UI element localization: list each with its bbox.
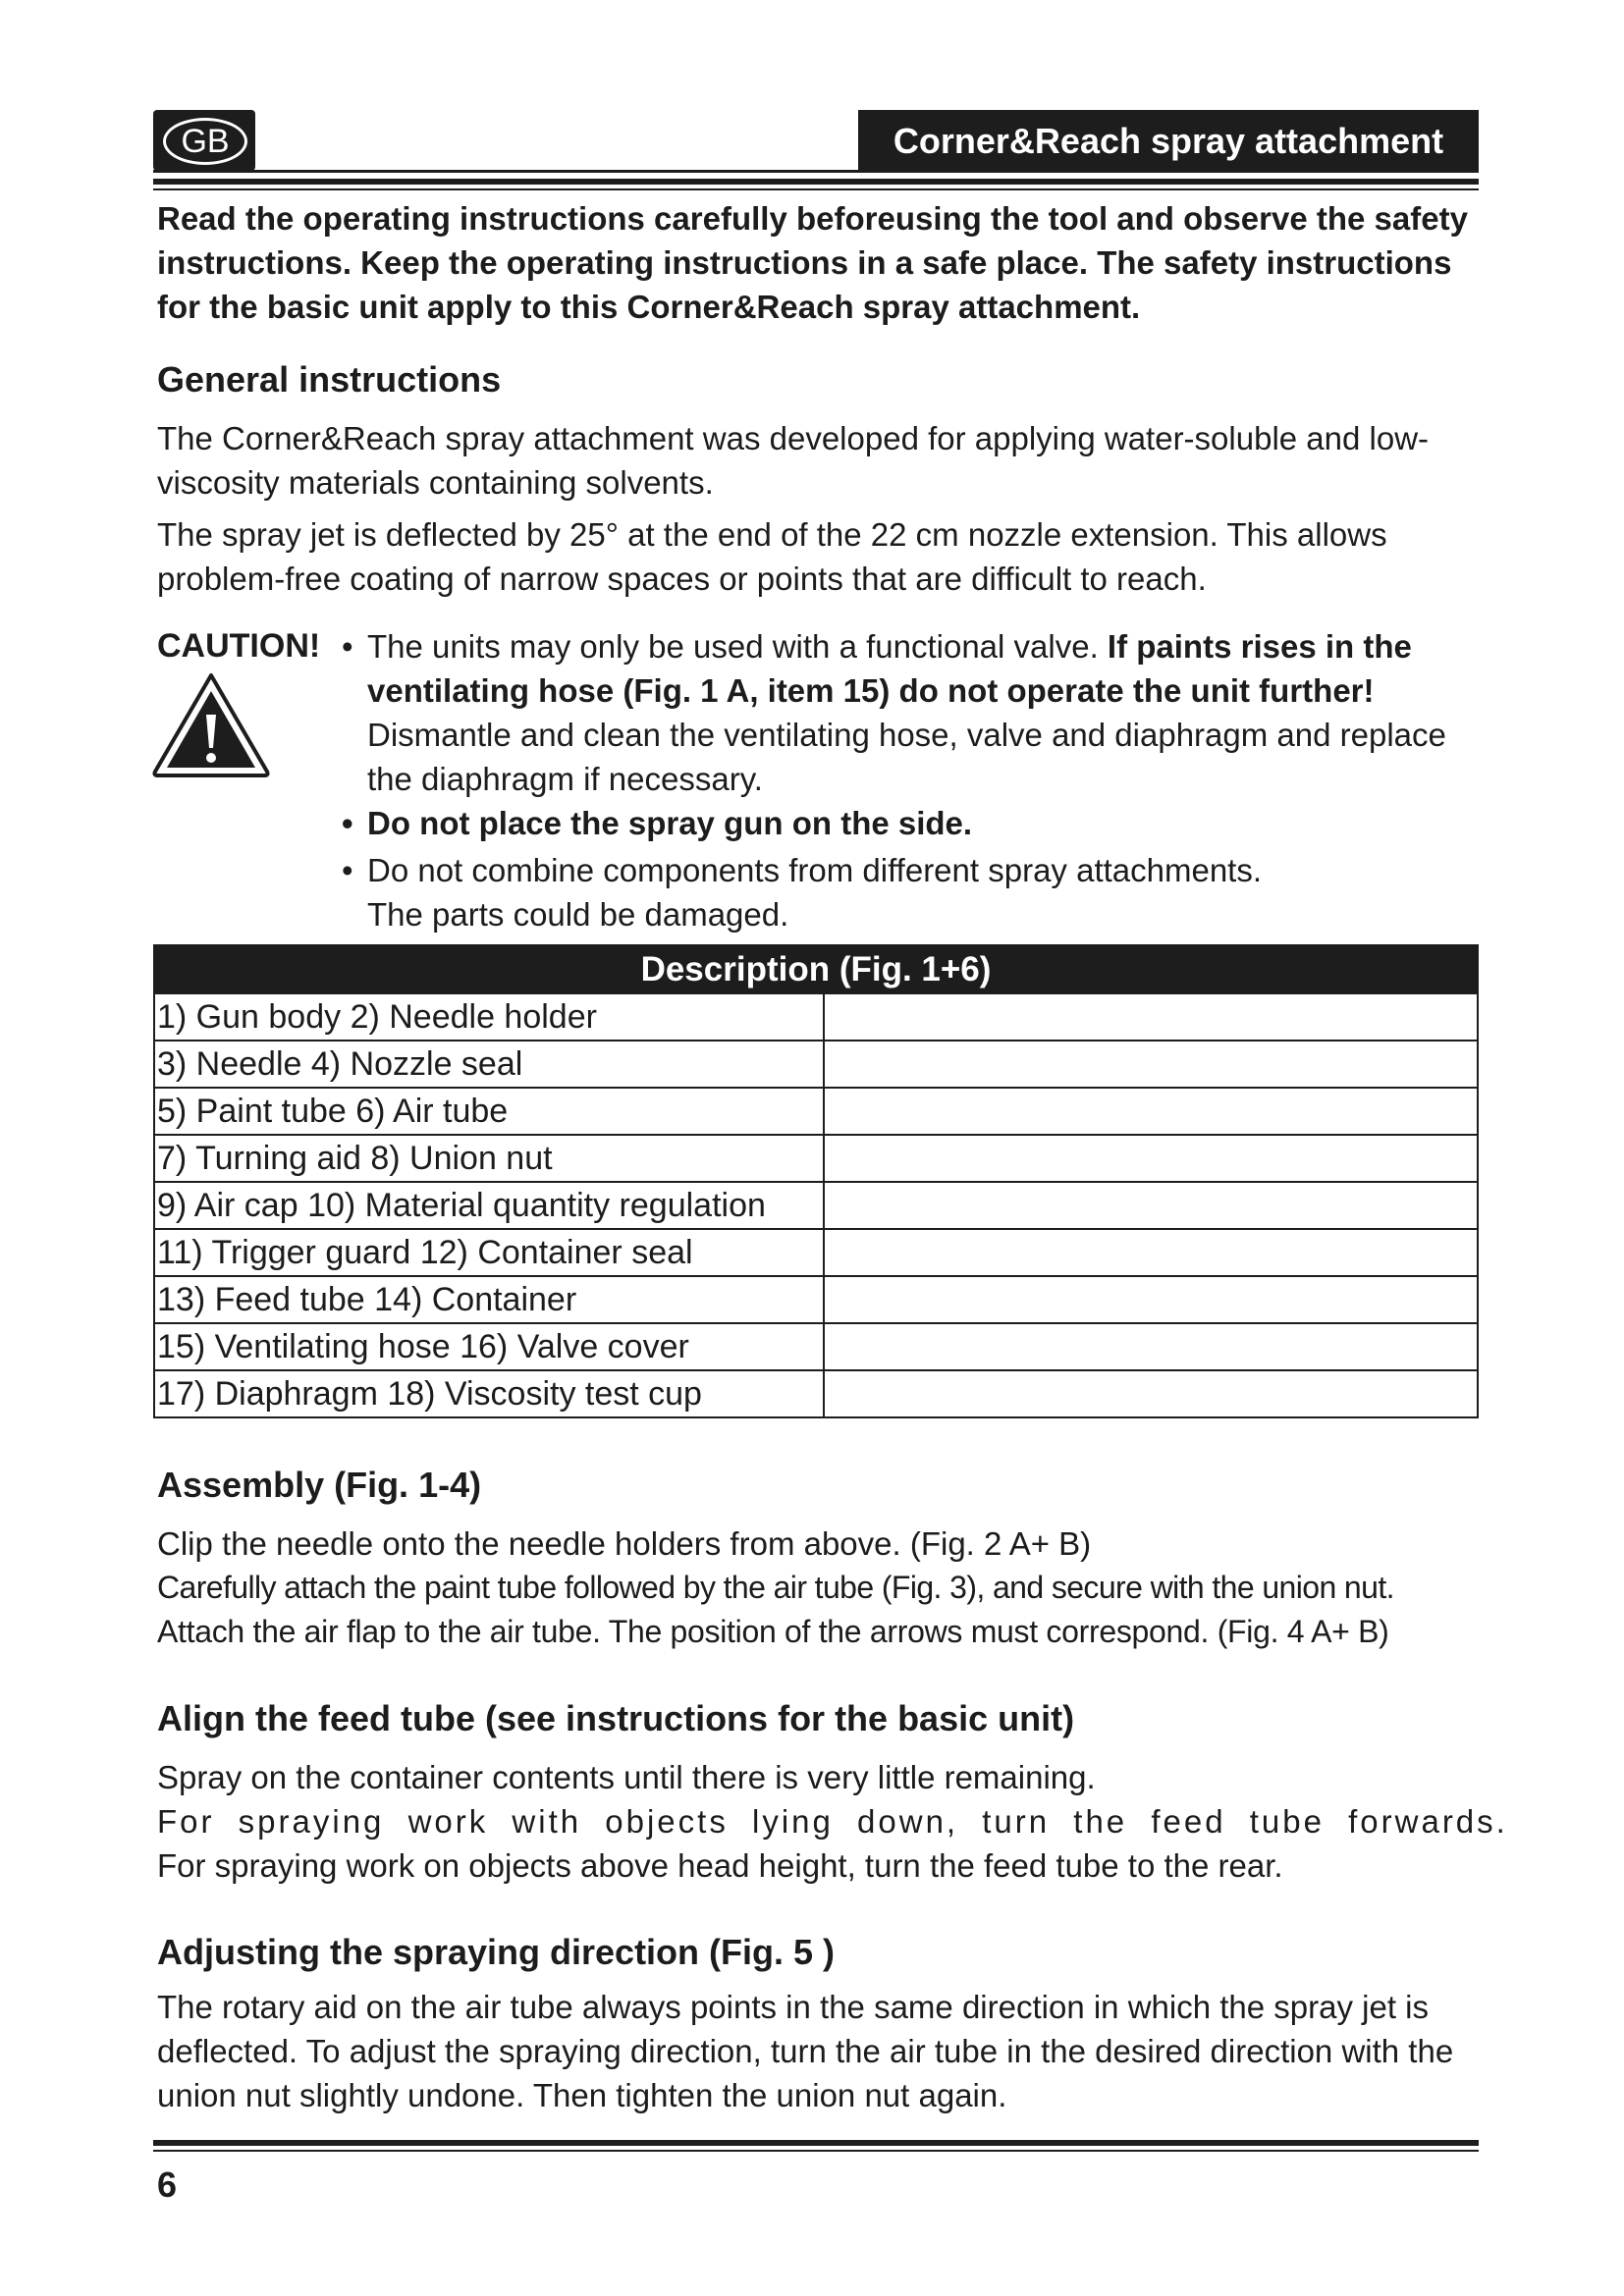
align-line-2: For spraying work with objects lying down, turn the feed tube forwards. xyxy=(157,1803,1508,1840)
table-cell: 13) Feed tube 14) Container xyxy=(154,1276,824,1323)
description-table-title: Description (Fig. 1+6) xyxy=(154,945,1478,993)
adjust-paragraph: The rotary aid on the air tube always points in the same direction in which the spray jet is deflected. To adjust the spraying direction, turn the air tube in the desired direction with the union nut slightly undone. Then tighten the union nut again. xyxy=(157,1989,1454,2113)
caution-bullet-1-text: The units may only be used with a functional valve. xyxy=(367,628,1108,665)
adjust-heading: Adjusting the spraying direction (Fig. 5 ) xyxy=(157,1932,836,1972)
bullet-dot: • xyxy=(342,852,353,888)
table-row xyxy=(154,1370,1478,1417)
caution-bullet-1-warning: If paints rises in the ventilating hose (Fig. 1 A, item 15) do not operate the unit further! xyxy=(367,628,1412,709)
table-cell-empty xyxy=(824,993,1478,1041)
language-code: GB xyxy=(163,118,247,165)
caution-bullet-2-text: Do not place the spray gun on the side. xyxy=(367,805,973,841)
table-row xyxy=(154,993,1478,1041)
caution-bullet-1 xyxy=(344,624,1483,801)
table-cell-empty xyxy=(824,1088,1478,1135)
caution-bullet-3-line-1: Do not combine components from different spray attachments. xyxy=(367,852,1263,888)
table-cell-empty xyxy=(824,1370,1478,1417)
assembly-line-1: Clip the needle onto the needle holders from above. (Fig. 2 A+ B) xyxy=(157,1525,1092,1562)
header-rule-thin xyxy=(153,188,1479,190)
general-heading: General instructions xyxy=(157,359,502,400)
align-line-3: For spraying work on objects above head height, turn the feed tube to the rear. xyxy=(157,1847,1283,1884)
table-cell: 9) Air cap 10) Material quantity regulation xyxy=(154,1182,824,1229)
align-heading: Align the feed tube (see instructions for the basic unit) xyxy=(157,1698,1075,1738)
warning-triangle-icon xyxy=(149,669,273,779)
table-row xyxy=(154,1088,1478,1135)
page-title: Corner&Reach spray attachment xyxy=(858,110,1479,173)
table-cell: 15) Ventilating hose 16) Valve cover xyxy=(154,1323,824,1370)
caution-bullet-1-tail: Dismantle and clean the ventilating hose, valve and diaphragm and replace the diaphragm if necessary. xyxy=(367,717,1446,797)
table-row xyxy=(154,1182,1478,1229)
intro-paragraph: Read the operating instructions carefully beforeusing the tool and observe the safety instructions. Keep the operating instructions in a safe place. The safety instructions for the basic unit apply to this Corner&Reach spray attachment. xyxy=(157,200,1468,325)
table-cell-empty xyxy=(824,1229,1478,1276)
table-row xyxy=(154,1229,1478,1276)
header-underline xyxy=(153,170,858,173)
assembly-line-3: Attach the air flap to the air tube. The position of the arrows must correspond. (Fig. 4 A+ B) xyxy=(157,1614,1389,1649)
footer-rule-thin xyxy=(153,2150,1479,2152)
table-row xyxy=(154,1276,1478,1323)
table-cell: 3) Needle 4) Nozzle seal xyxy=(154,1041,824,1088)
general-paragraph-2: The spray jet is deflected by 25° at the end of the 22 cm nozzle extension. This allows problem-free coating of narrow spaces or points that are difficult to reach. xyxy=(157,516,1387,597)
table-row xyxy=(154,1041,1478,1088)
header-rule-thick xyxy=(153,179,1479,185)
general-paragraph-1: The Corner&Reach spray attachment was developed for applying water-soluble and low-viscosity materials containing solvents. xyxy=(157,420,1430,501)
table-cell-empty xyxy=(824,1041,1478,1088)
assembly-line-2: Carefully attach the paint tube followed by the air tube (Fig. 3), and secure with the union nut. xyxy=(157,1570,1394,1605)
table-row xyxy=(154,1323,1478,1370)
bullet-dot: • xyxy=(342,628,353,665)
table-cell: 17) Diaphragm 18) Viscosity test cup xyxy=(154,1370,824,1417)
description-table xyxy=(153,944,1479,1418)
caution-bullet-3-line-2: The parts could be damaged. xyxy=(367,896,789,933)
table-cell-empty xyxy=(824,1276,1478,1323)
caution-bullet-3 xyxy=(344,848,1483,936)
bullet-dot: • xyxy=(342,805,353,841)
table-row xyxy=(154,1135,1478,1182)
page-number: 6 xyxy=(157,2164,178,2205)
language-badge xyxy=(153,110,255,171)
footer-rule-thick xyxy=(153,2140,1479,2146)
caution-bullet-2 xyxy=(344,801,1483,845)
table-cell: 11) Trigger guard 12) Container seal xyxy=(154,1229,824,1276)
assembly-heading: Assembly (Fig. 1-4) xyxy=(157,1465,482,1505)
align-line-1: Spray on the container contents until there is very little remaining. xyxy=(157,1759,1096,1795)
table-cell-empty xyxy=(824,1135,1478,1182)
table-cell-empty xyxy=(824,1323,1478,1370)
caution-label: CAUTION! xyxy=(157,627,321,665)
table-cell: 1) Gun body 2) Needle holder xyxy=(154,993,824,1041)
table-cell: 5) Paint tube 6) Air tube xyxy=(154,1088,824,1135)
table-cell-empty xyxy=(824,1182,1478,1229)
table-cell: 7) Turning aid 8) Union nut xyxy=(154,1135,824,1182)
